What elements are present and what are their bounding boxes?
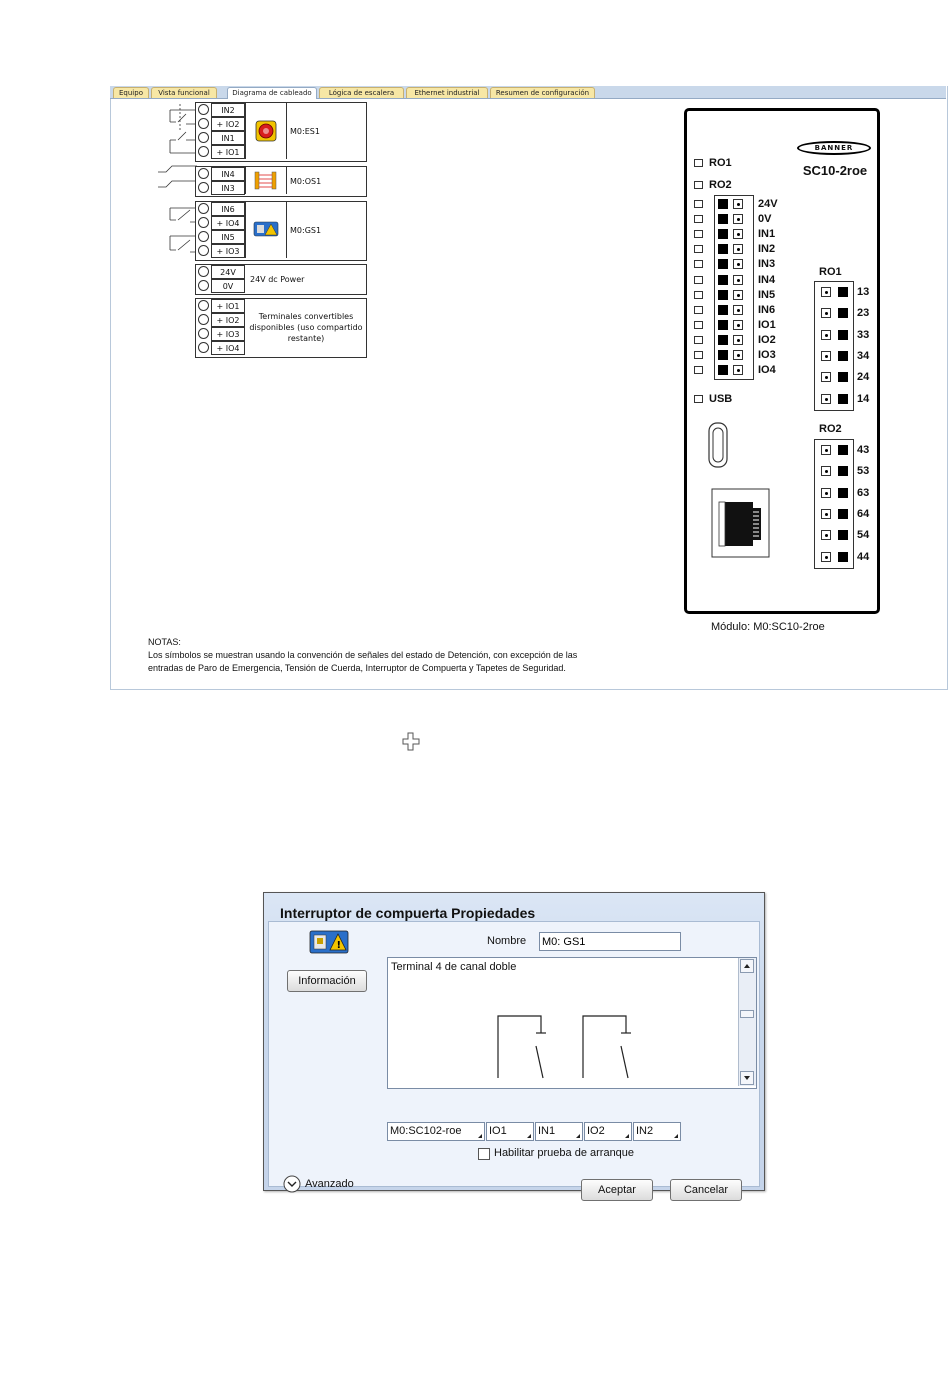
terminal-number-label: IN2 (758, 243, 776, 256)
terminal-number-label: 23 (857, 307, 870, 320)
terminal-circle (198, 280, 209, 291)
terminal-screw (733, 335, 743, 345)
led-indicator (694, 336, 703, 344)
notes-line: Los símbolos se muestran usando la convención de señales del estado de Detención, con excepción de las (148, 650, 578, 660)
terminal-screw (838, 445, 848, 455)
terminal-label: + IO4 (211, 341, 245, 355)
terminal-label: IN4 (211, 167, 245, 181)
description-text: Terminal 4 de canal doble (391, 961, 517, 973)
led-indicator (694, 215, 703, 223)
terminal-circle (198, 217, 209, 228)
terminal-screw (838, 509, 848, 519)
terminal-select-value: IO1 (489, 1125, 507, 1137)
terminal-screw (821, 372, 831, 382)
terminal-screw (718, 305, 728, 315)
terminal-screw (733, 290, 743, 300)
terminal-screw (718, 229, 728, 239)
tab-equipo[interactable]: Equipo (113, 87, 149, 98)
dropdown-arrow-icon (576, 1134, 580, 1138)
terminal-number-label: 63 (857, 486, 870, 499)
os1-device-label: M0:OS1 (290, 177, 322, 186)
dual-channel-contact-diagram (488, 1008, 638, 1088)
terminal-screw (838, 466, 848, 476)
terminal-label: + IO3 (211, 327, 245, 341)
dropdown-arrow-icon (527, 1134, 531, 1138)
terminal-screw (718, 335, 728, 345)
terminal-screw (733, 229, 743, 239)
terminal-screw (718, 365, 728, 375)
terminal-screw (718, 244, 728, 254)
terminal-screw (821, 445, 831, 455)
advanced-toggle[interactable]: Avanzado (305, 1178, 354, 1190)
terminal-circle (198, 203, 209, 214)
terminal-screw (733, 305, 743, 315)
terminal-label: + IO1 (211, 145, 245, 159)
terminal-number-label: 24 (857, 371, 870, 384)
terminal-circle (198, 132, 209, 143)
terminal-circle (198, 168, 209, 179)
terminal-circle (198, 266, 209, 277)
terminal-number-label: IO3 (758, 349, 776, 361)
terminal-label: 0V (211, 279, 245, 293)
ro2-label: RO2 (819, 423, 842, 435)
led-indicator (694, 321, 703, 329)
terminal-screw (821, 552, 831, 562)
terminal-number-label: 13 (857, 286, 870, 298)
terminal-screw (838, 308, 848, 318)
terminal-number-label: 14 (857, 392, 870, 405)
led-indicator (694, 276, 703, 284)
terminal-screw (718, 290, 728, 300)
terminal-number-label: 43 (857, 444, 870, 456)
power-label: 24V dc Power (250, 275, 305, 284)
terminal-label: IN2 (211, 103, 245, 117)
gs1-device-label: M0:GS1 (290, 226, 322, 235)
terminal-screw (733, 214, 743, 224)
tab-logica-de-escalera[interactable]: Lógica de escalera (319, 87, 404, 98)
terminal-label: IN6 (211, 202, 245, 216)
terminal-number-label: IO4 (758, 364, 776, 377)
power-wiring-group (195, 264, 367, 295)
notes-line: entradas de Paro de Emergencia, Tensión de Cuerda, Interruptor de Compuerta y Tapetes de Seguridad. (148, 663, 566, 673)
terminal-screw (718, 199, 728, 209)
convertible-label-line: Terminales convertibles (258, 312, 354, 321)
terminal-number-label: 24V (758, 198, 778, 210)
led-indicator (694, 230, 703, 238)
terminal-label: + IO3 (211, 244, 245, 258)
gs1-wiring-group (195, 201, 367, 261)
usb-label: USB (709, 393, 733, 405)
startup-test-label: Habilitar prueba de arranque (494, 1147, 635, 1159)
terminal-screw (838, 287, 848, 297)
terminal-screw (718, 259, 728, 269)
terminal-label: IN1 (211, 131, 245, 145)
dropdown-arrow-icon (478, 1134, 482, 1138)
terminal-select-1[interactable] (486, 1122, 534, 1141)
convertible-label-line: restante) (287, 334, 325, 343)
module-caption: Módulo: M0:SC10-2roe (711, 621, 825, 633)
terminal-select-2[interactable] (535, 1122, 583, 1141)
convertible-terminals-group (195, 298, 367, 358)
terminal-screw (821, 287, 831, 297)
gate-switch-icon (246, 202, 286, 258)
led-indicator (694, 181, 703, 189)
es1-device-label: M0:ES1 (290, 127, 320, 136)
terminal-screw (733, 350, 743, 360)
name-label: Nombre (487, 935, 527, 947)
terminal-screw (733, 199, 743, 209)
led-indicator (694, 159, 703, 167)
dialog-body (268, 921, 760, 1196)
tab-bar (110, 86, 946, 99)
wiring-lines (150, 100, 200, 260)
terminal-circle (198, 342, 209, 353)
terminal-screw (838, 530, 848, 540)
terminal-number-label: IO2 (758, 333, 776, 346)
terminal-number-label: 44 (857, 550, 870, 563)
terminal-label: + IO2 (211, 117, 245, 131)
terminal-number-label: IN5 (758, 288, 776, 301)
terminal-circle (198, 328, 209, 339)
module-model: SC10-2roe (802, 163, 868, 178)
terminal-select-value: IN2 (636, 1125, 654, 1137)
terminal-screw (733, 320, 743, 330)
gate-switch-icon (309, 930, 349, 954)
led-label-ro2: RO2 (709, 179, 732, 191)
terminal-label: 24V (211, 265, 245, 279)
name-input[interactable] (539, 932, 681, 951)
os1-icon-cell (245, 167, 287, 194)
light-curtain-icon (246, 167, 286, 194)
terminal-label: + IO1 (211, 299, 245, 313)
tab-ethernet-industrial[interactable]: Ethernet industrial (406, 87, 488, 98)
led-indicator (694, 291, 703, 299)
terminal-screw (838, 372, 848, 382)
terminal-circle (198, 231, 209, 242)
terminal-screw (838, 552, 848, 562)
terminal-select-value: IN1 (538, 1125, 556, 1137)
terminal-circle (198, 245, 209, 256)
dialog-title: Interruptor de compuerta Propiedades (280, 905, 536, 921)
terminal-circle (198, 300, 209, 311)
terminal-number-label: 53 (857, 465, 870, 478)
tab-vista-funcional[interactable]: Vista funcional (151, 87, 217, 98)
module-drawing (684, 108, 880, 614)
terminal-screw (838, 351, 848, 361)
terminal-select-3[interactable] (584, 1122, 632, 1141)
scroll-thumb[interactable] (740, 1010, 754, 1018)
terminal-number-label: IN6 (758, 303, 776, 316)
description-area[interactable] (387, 957, 757, 1089)
terminal-circle (198, 182, 209, 193)
terminal-screw (821, 394, 831, 404)
terminal-number-label: IN1 (758, 228, 776, 241)
terminal-screw (718, 214, 728, 224)
led-indicator (694, 395, 703, 403)
terminal-screw (838, 488, 848, 498)
terminal-screw (733, 275, 743, 285)
terminal-screw (821, 466, 831, 476)
terminal-circle (198, 146, 209, 157)
terminal-label: + IO2 (211, 313, 245, 327)
terminal-screw (821, 330, 831, 340)
svg-text:!: ! (336, 940, 342, 951)
terminal-screw (821, 530, 831, 540)
module-select-value: M0:SC102-roe (390, 1125, 462, 1137)
led-indicator (694, 200, 703, 208)
terminal-circle (198, 314, 209, 325)
ro1-terminal-block (814, 281, 854, 411)
terminal-circle (198, 104, 209, 115)
terminal-number-label: 64 (857, 507, 870, 520)
terminal-label: + IO4 (211, 216, 245, 230)
ok-button[interactable]: Aceptar (581, 1179, 653, 1201)
terminal-number-label: IO1 (758, 318, 776, 331)
ro2-terminal-block (814, 439, 854, 569)
terminal-screw (733, 244, 743, 254)
terminal-screw (821, 351, 831, 361)
led-indicator (694, 351, 703, 359)
es1-wiring-group (195, 102, 367, 162)
emergency-stop-icon (246, 103, 286, 159)
notes (148, 636, 577, 675)
module-select[interactable] (387, 1122, 485, 1141)
information-button[interactable]: Información (287, 970, 367, 992)
led-indicator (694, 366, 703, 374)
led-label-ro1: RO1 (709, 157, 732, 169)
gs1-icon-cell (245, 202, 287, 258)
convertible-terminals-label (246, 311, 366, 344)
convertible-label-line: disponibles (uso compartido (249, 323, 363, 332)
tab-resumen-de-configuracion[interactable]: Resumen de configuración (490, 87, 595, 98)
terminal-screw (733, 365, 743, 375)
terminal-screw (821, 509, 831, 519)
dropdown-arrow-icon (625, 1134, 629, 1138)
gate-switch-properties-dialog (263, 892, 765, 1196)
terminal-select-value: IO2 (587, 1125, 605, 1137)
terminal-screw (733, 259, 743, 269)
scroll-up-button[interactable] (740, 959, 754, 973)
cancel-button[interactable]: Cancelar (670, 1179, 742, 1201)
usb-port-icon (705, 421, 731, 471)
move-cursor-icon (402, 732, 420, 752)
terminal-screw (838, 330, 848, 340)
terminal-screw (718, 350, 728, 360)
terminal-select-4[interactable] (633, 1122, 681, 1141)
terminal-number-label: 54 (857, 529, 870, 542)
es1-icon-cell (245, 103, 287, 159)
scroll-down-button[interactable] (740, 1071, 754, 1085)
terminal-number-label: 0V (758, 213, 772, 226)
terminal-label: IN5 (211, 230, 245, 244)
ro1-label: RO1 (819, 266, 842, 278)
terminal-circle (198, 118, 209, 129)
led-indicator (694, 306, 703, 314)
led-indicator (694, 260, 703, 268)
startup-test-checkbox[interactable] (478, 1148, 490, 1160)
terminal-screw (718, 275, 728, 285)
terminal-number-label: IN4 (758, 273, 776, 286)
banner-logo: BANNER (797, 141, 871, 155)
os1-wiring-group (195, 166, 367, 197)
vertical-scrollbar[interactable] (738, 958, 756, 1086)
ethernet-port-icon (711, 488, 771, 560)
terminal-screw (821, 488, 831, 498)
terminal-label: IN3 (211, 181, 245, 195)
terminal-number-label: 33 (857, 328, 870, 341)
terminal-screw (718, 320, 728, 330)
dropdown-arrow-icon (674, 1134, 678, 1138)
expand-chevron-icon[interactable] (283, 1175, 301, 1193)
terminal-number-label: IN3 (758, 258, 776, 271)
tab-diagrama-de-cableado[interactable]: Diagrama de cableado (227, 87, 317, 99)
led-indicator (694, 245, 703, 253)
notes-heading: NOTAS: (148, 637, 181, 647)
terminal-screw (838, 394, 848, 404)
terminal-screw (821, 308, 831, 318)
terminal-number-label: 34 (857, 349, 870, 362)
